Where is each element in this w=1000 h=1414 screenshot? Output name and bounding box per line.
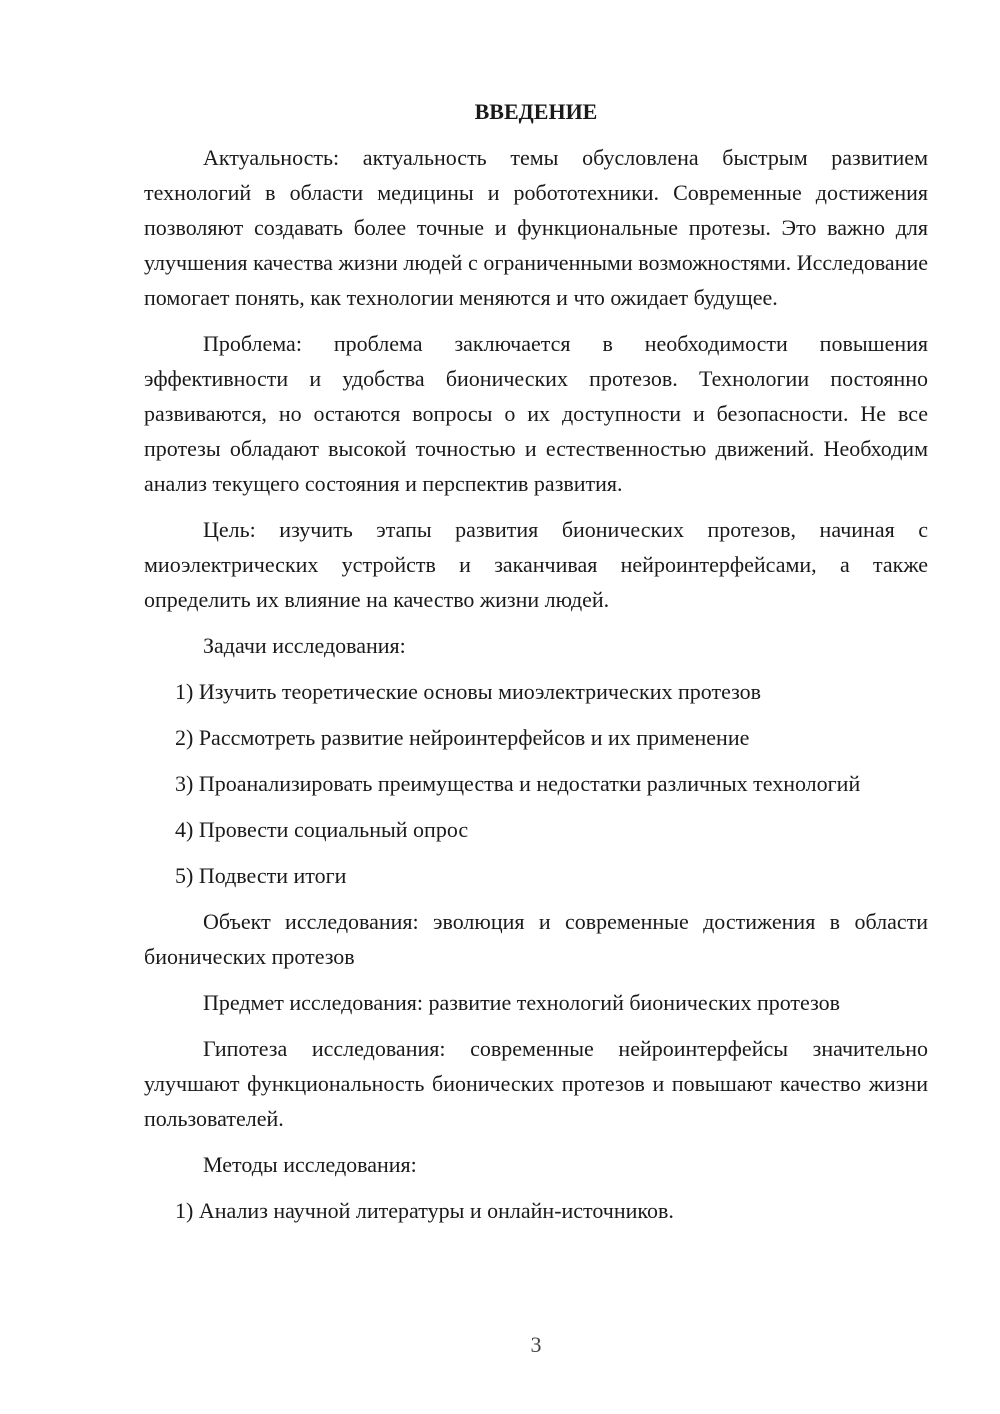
- hypothesis-paragraph: Гипотеза исследования: современные нейроинтерфейсы значительно улучшают функциональность бионических протезов и повышают качество жизни пользователей.: [144, 1036, 928, 1131]
- goal-paragraph: Цель: изучить этапы развития бионических протезов, начиная с миоэлектрических устройств и заканчивая нейроинтерфейсами, а также определить их влияние на качество жизни людей.: [144, 517, 928, 612]
- page-number: 3: [530, 1332, 542, 1357]
- methods-heading: Методы исследования:: [203, 1152, 417, 1177]
- task-item-4: 4) Провести социальный опрос: [175, 817, 469, 842]
- method-item-1: 1) Анализ научной литературы и онлайн-источников.: [175, 1198, 674, 1223]
- subject-paragraph: Предмет исследования: развитие технологий бионических протезов: [203, 990, 841, 1015]
- task-item-1: 1) Изучить теоретические основы миоэлектрических протезов: [175, 679, 762, 704]
- task-item-3: 3) Проанализировать преимущества и недостатки различных технологий: [175, 771, 861, 796]
- task-item-2: 2) Рассмотреть развитие нейроинтерфейсов и их применение: [175, 725, 750, 750]
- problem-paragraph: Проблема: проблема заключается в необходимости повышения эффективности и удобства бионических протезов. Технологии постоянно развиваются, но остаются вопросы о их доступности и безопасности. Не все протезы обладают высокой точностью и естественностью движений. Необходим анализ текущего состояния и перспектив развития.: [144, 331, 928, 496]
- object-paragraph: Объект исследования: эволюция и современные достижения в области бионических протезов: [144, 909, 928, 969]
- relevance-paragraph: Актуальность: актуальность темы обусловлена быстрым развитием технологий в области медицины и робототехники. Современные достижения позволяют создавать более точные и функциональные протезы. Это важно для улучшения качества жизни людей с ограниченными возможностями. Исследование помогает понять, как технологии меняются и что ожидает будущее.: [144, 145, 928, 310]
- task-item-5: 5) Подвести итоги: [175, 863, 347, 888]
- document-page: [144, 96, 928, 1239]
- tasks-heading: Задачи исследования:: [203, 633, 406, 658]
- page-title: ВВЕДЕНИЕ: [474, 99, 598, 124]
